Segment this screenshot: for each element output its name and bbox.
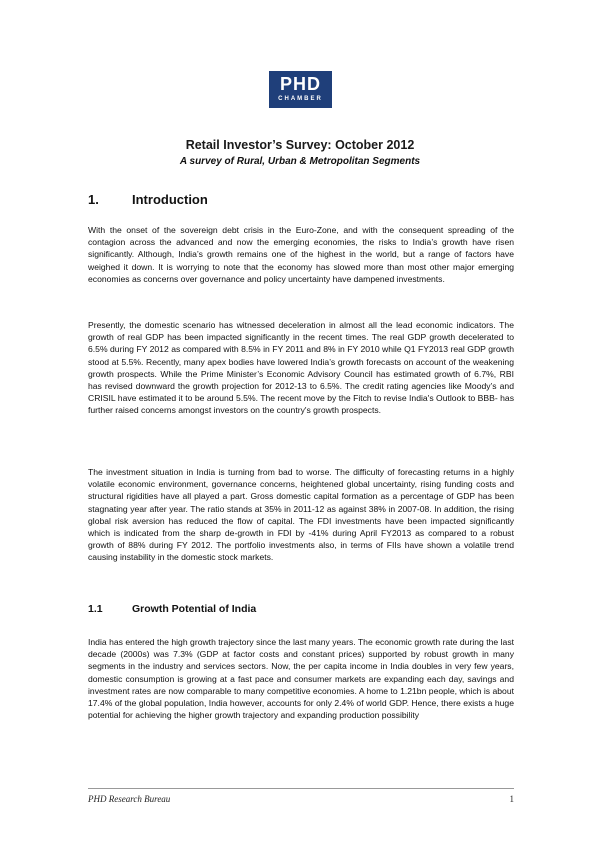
logo-main-text: PHD [279, 74, 321, 94]
document-subtitle: A survey of Rural, Urban & Metropolitan Segments [179, 156, 421, 167]
intro-paragraph-3: The investment situation in India is turning from bad to worse. The difficulty of forecasting returns in a highly volatile economic environment, governance concerns, heightened global uncertainty, rising funding costs and structural rigidities have all played a part. Gross domestic capital formation as a percentage of GDP has been stagnating year after year. The ratio stands at 35% in 2011-12 as against 38% in 2007-08. In addition, the rising global risk aversion has reduced the flow of capital. The FDI investments have been impacted significantly which is indicated from the sharp de-growth in FDI by -41% during April FY2013 as compared to a robust growth of 88% during FY 2012. The portfolio investments also, in terms of FIIs have shown a volatile trend causing instability in the domestic stock markets. [88, 467, 514, 563]
page-number: 1 [509, 794, 514, 804]
growth-paragraph: India has entered the high growth trajectory since the last many years. The economic growth rate during the last decade (2000s) was 7.3% (GDP at factor costs and constant prices) supported by robust growth in many segments in the industry and services sectors. Now, the per capita income in India doubles in very few years, domestic consumption is growing at a fast pace and consumer markets are expanding each day, savings and investment rates are now comparable to many competitive economies. A home to 1.21bn people, which is about 17.4% of the global population, India however, accounts for only 2.4% of world GDP. Hence, there exists a huge potential for achieving the higher growth trajectory and expanding production possibility [88, 637, 514, 721]
footer-divider [88, 788, 514, 789]
logo-sub-text: CHAMBER [278, 96, 323, 102]
document-title: Retail Investor’s Survey: October 2012 [185, 138, 415, 152]
section-number: 1. [88, 192, 99, 207]
section-heading-introduction [88, 192, 208, 207]
footer-publisher: PHD Research Bureau [88, 794, 171, 804]
intro-paragraph-2: Presently, the domestic scenario has witnessed deceleration in almost all the lead economic indicators. The growth of real GDP has been impacted significantly in the recent times. The real GDP growth decelerated to 6.5% during FY 2012 as compared with 8.5% in FY 2011 and 8% in FY 2010 while Q1 FY2013 real GDP growth stood at 5.5%. Recently, many apex bodies have lowered India’s growth forecasts on account of the weakening growth prospects. While the Prime Minister’s Economic Advisory Council has estimated growth of 6.7%, RBI has revised downward the growth projection for 2012-13 to 6.5%. The credit rating agencies like Moody’s and CRISIL have estimated it to be around 5.5%. The recent move by the Fitch to revise India's Outlook to BBB- has further raised concerns amongst investors on the country's growth prospects. [88, 320, 514, 416]
intro-paragraph-1: With the onset of the sovereign debt crisis in the Euro-Zone, and with the consequent spreading of the contagion across the advanced and now the emerging economies, the risks to India’s growth have risen significantly. Although, India’s growth remains one of the highest in the world, but a range of factors have weighed it down. It is worrying to note that the economy has slowed more than most other major emerging economies as concerns over governance and policy uncertainty have dampened investments. [88, 225, 514, 284]
subsection-number: 1.1 [88, 603, 103, 615]
subsection-title: Growth Potential of India [132, 603, 257, 615]
subsection-heading-growth-potential [88, 603, 256, 615]
phd-chamber-logo [269, 71, 332, 108]
section-title: Introduction [132, 192, 208, 207]
